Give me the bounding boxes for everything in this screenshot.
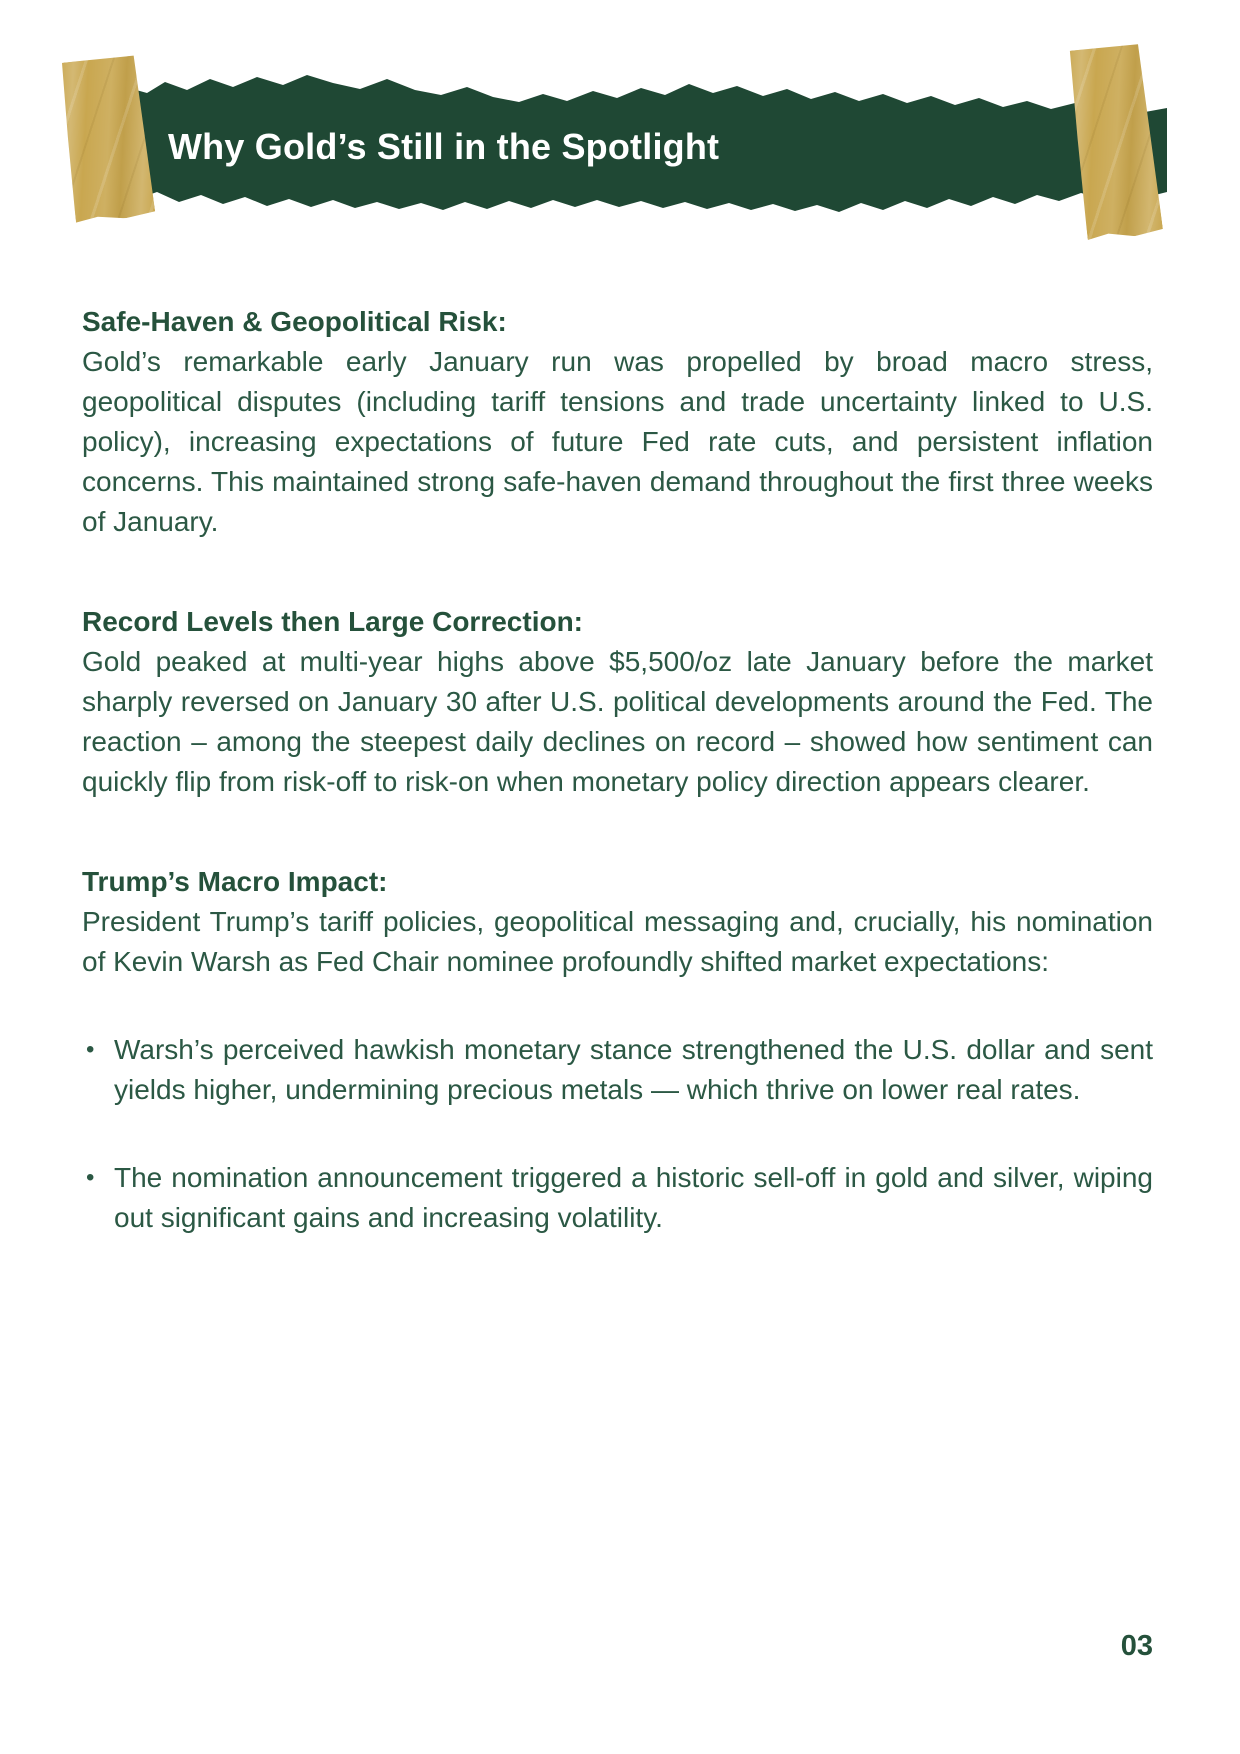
page-number: 03 (1120, 1630, 1153, 1662)
bullet-list (82, 1030, 1153, 1238)
bullet-item (82, 1030, 1153, 1110)
section-heading: Record Levels then Large Correction: (82, 606, 584, 637)
section-safe-haven (82, 302, 1153, 542)
section-heading: Safe-Haven & Geopolitical Risk: (82, 306, 507, 337)
section-trump-macro-impact (82, 862, 1153, 982)
bullet-text: Warsh’s perceived hawkish monetary stance strengthened the U.S. dollar and sent yields higher, undermining precious metals — which thrive on lower real rates. (114, 1034, 1153, 1105)
section-body: President Trump’s tariff policies, geopolitical messaging and, crucially, his nomination of Kevin Warsh as Fed Chair nominee profoundly shifted market expectations: (82, 906, 1153, 977)
section-record-levels (82, 602, 1153, 802)
section-body: Gold peaked at multi-year highs above $5,500/oz late January before the market sharply reversed on January 30 after U.S. political developments around the Fed. The reaction – among the steepest daily declines on record – showed how sentiment can quickly flip from risk-off to risk-on when monetary policy direction appears clearer. (82, 646, 1153, 797)
content (82, 302, 1153, 1238)
bullet-marker: • (86, 1036, 95, 1063)
bullet-item (82, 1158, 1153, 1238)
bullet-marker: • (86, 1164, 95, 1191)
section-heading: Trump’s Macro Impact: (82, 866, 388, 897)
page-title: Why Gold’s Still in the Spotlight (168, 126, 720, 167)
bullet-text: The nomination announcement triggered a historic sell-off in gold and silver, wiping out significant gains and increasing volatility. (114, 1162, 1153, 1233)
banner (0, 0, 1240, 260)
section-body: Gold’s remarkable early January run was propelled by broad macro stress, geopolitical disputes (including tariff tensions and trade uncertainty linked to U.S. policy), increasing expectations of future Fed rate cuts, and persistent inflation concerns. This maintained strong safe-haven demand throughout the first three weeks of January. (82, 346, 1153, 537)
